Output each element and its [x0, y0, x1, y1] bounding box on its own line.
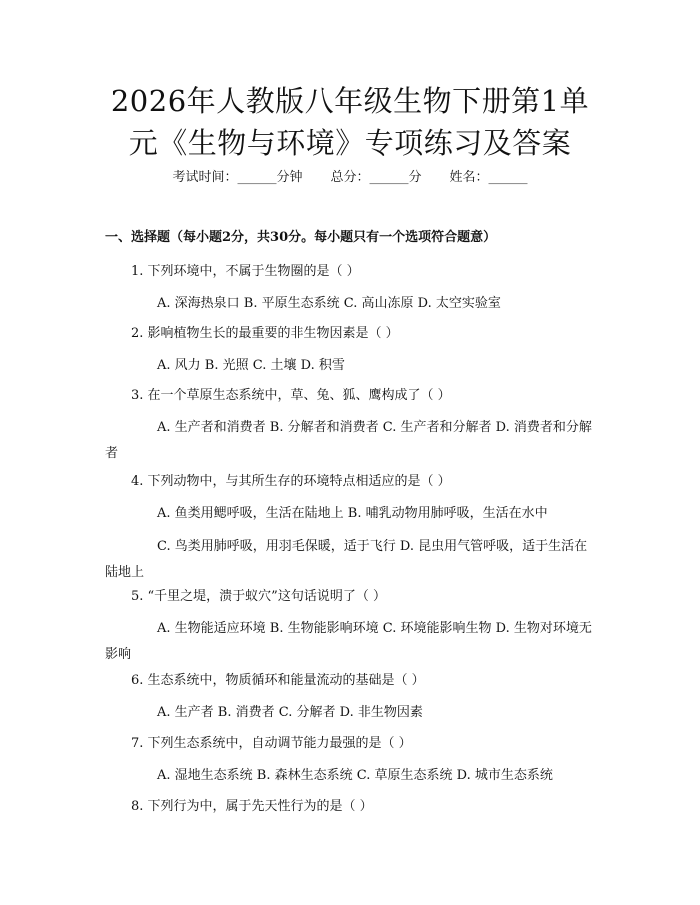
question-stem: 3. 在一个草原生态系统中，草、兔、狐、鹰构成了（ ）: [131, 388, 451, 403]
exam-info-line: [0, 168, 700, 188]
question-stem: 7. 下列生态系统中，自动调节能力最强的是（ ）: [131, 736, 412, 751]
question-stem: 2. 影响植物生长的最重要的非生物因素是（ ）: [131, 326, 399, 341]
total-score-field: 总分：______分: [330, 170, 422, 185]
exam-time-field: 考试时间：______分钟: [172, 170, 303, 185]
question-stem: 5. “千里之堤，溃于蚁穴”这句话说明了（ ）: [131, 589, 386, 604]
section-heading-choice: 一、选择题（每小题2分，共30分。每小题只有一个选项符合题意）: [105, 230, 497, 245]
question-options: A. 深海热泉口 B. 平原生态系统 C. 高山冻原 D. 太空实验室: [157, 296, 501, 311]
question-options: A. 鱼类用鳃呼吸，生活在陆地上 B. 哺乳动物用肺呼吸，生活在水中: [157, 506, 548, 521]
page-title: 2026年人教版八年级生物下册第1单元《生物与环境》专项练习及答案: [110, 84, 590, 160]
question-options: A. 风力 B. 光照 C. 土壤 D. 积雪: [157, 358, 345, 373]
question-stem: 4. 下列动物中，与其所生存的环境特点相适应的是（ ）: [131, 474, 451, 489]
question-stem: 8. 下列行为中，属于先天性行为的是（ ）: [131, 799, 373, 814]
question-options: C. 鸟类用肺呼吸，用羽毛保暖，适于飞行 D. 昆虫用气管呼吸，适于生活在陆地上: [105, 539, 588, 580]
question-options: A. 生物能适应环境 B. 生物能影响环境 C. 环境能影响生物 D. 生物对环境无影响: [105, 621, 592, 662]
question-options: A. 湿地生态系统 B. 森林生态系统 C. 草原生态系统 D. 城市生态系统: [157, 768, 553, 783]
question-options: A. 生产者 B. 消费者 C. 分解者 D. 非生物因素: [157, 705, 423, 720]
question-stem: 6. 生态系统中，物质循环和能量流动的基础是（ ）: [131, 673, 425, 688]
student-name-field: 姓名：______: [449, 170, 528, 185]
question-stem: 1. 下列环境中，不属于生物圈的是（ ）: [131, 264, 360, 279]
question-options: A. 生产者和消费者 B. 分解者和消费者 C. 生产者和分解者 D. 消费者和分解者: [105, 420, 592, 461]
